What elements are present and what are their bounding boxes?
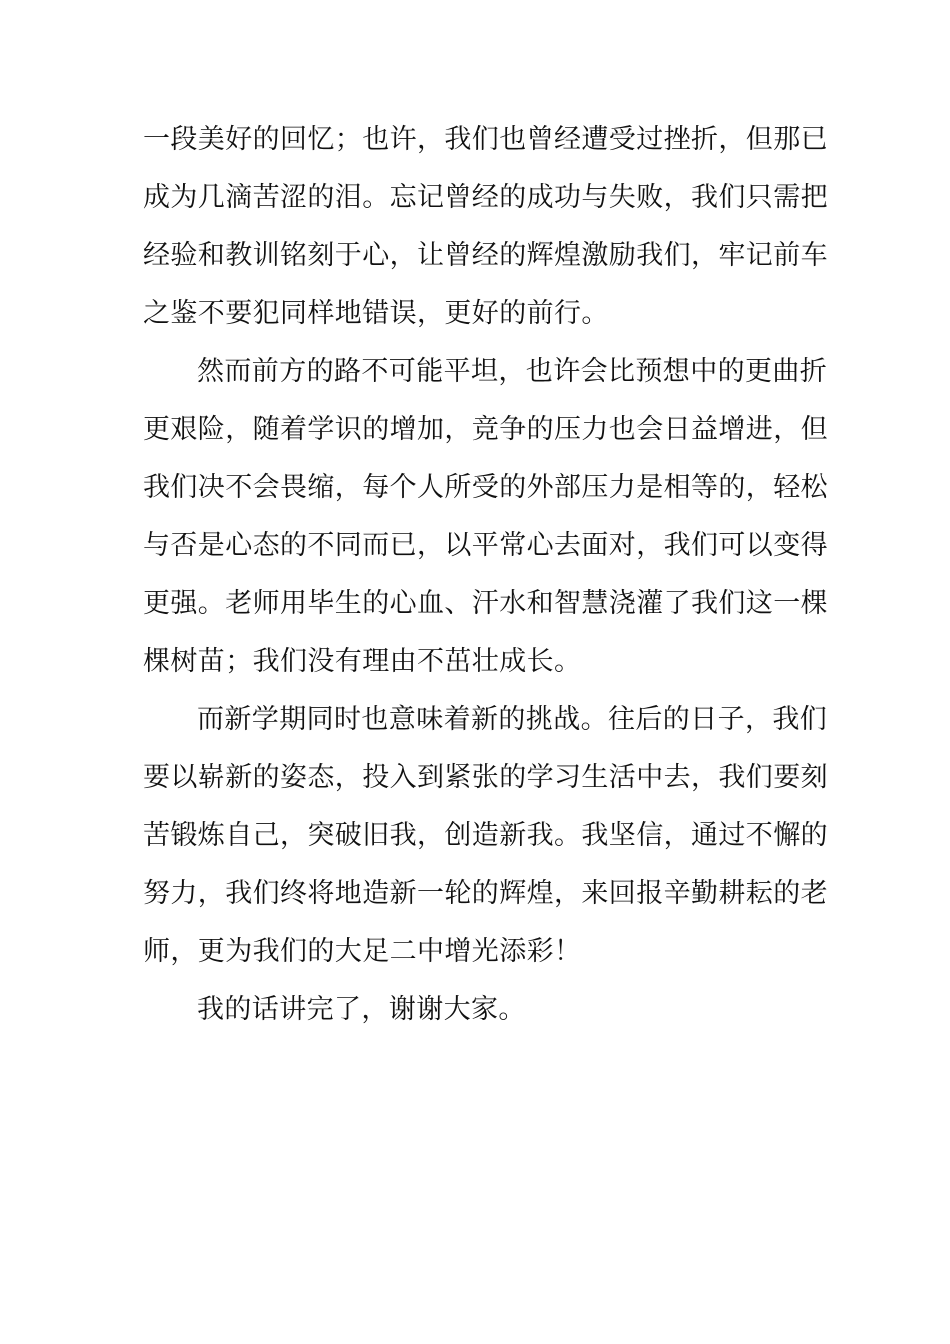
- paragraph-1-line-3: 经验和教训铭刻于心，让曾经的辉煌激励我们，牢记前车: [143, 240, 828, 271]
- paragraph-3-line-5: 师，更为我们的大足二中增光添彩！: [143, 936, 582, 967]
- paragraph-2-line-2: 更艰险，随着学识的增加，竞争的压力也会日益增进，但: [143, 414, 828, 445]
- paragraph-3-line-4: 努力，我们终将地造新一轮的辉煌，来回报辛勤耕耘的老: [143, 878, 828, 909]
- paragraph-3-line-1: 而新学期同时也意味着新的挑战。往后的日子，我们: [197, 704, 828, 735]
- paragraph-1-line-1: 一段美好的回忆；也许，我们也曾经遭受过挫折，但那已: [143, 124, 828, 155]
- paragraph-3-line-3: 苦锻炼自己，突破旧我，创造新我。我坚信，通过不懈的: [143, 820, 828, 851]
- paragraph-1-line-2: 成为几滴苦涩的泪。忘记曾经的成功与失败，我们只需把: [143, 182, 828, 213]
- paragraph-4-line-1: 我的话讲完了，谢谢大家。: [197, 994, 526, 1025]
- paragraph-3-line-2: 要以崭新的姿态，投入到紧张的学习生活中去，我们要刻: [143, 762, 828, 793]
- paragraph-2-line-1: 然而前方的路不可能平坦，也许会比预想中的更曲折: [197, 356, 828, 387]
- paragraph-2-line-5: 更强。老师用毕生的心血、汗水和智慧浇灌了我们这一棵: [143, 588, 828, 619]
- paragraph-2-line-6: 棵树苗；我们没有理由不茁壮成长。: [143, 646, 582, 677]
- paragraph-2-line-4: 与否是心态的不同而已，以平常心去面对，我们可以变得: [143, 530, 828, 561]
- paragraph-2-line-3: 我们决不会畏缩，每个人所受的外部压力是相等的，轻松: [143, 472, 828, 503]
- paragraph-1-line-4: 之鉴不要犯同样地错误，更好的前行。: [143, 298, 609, 329]
